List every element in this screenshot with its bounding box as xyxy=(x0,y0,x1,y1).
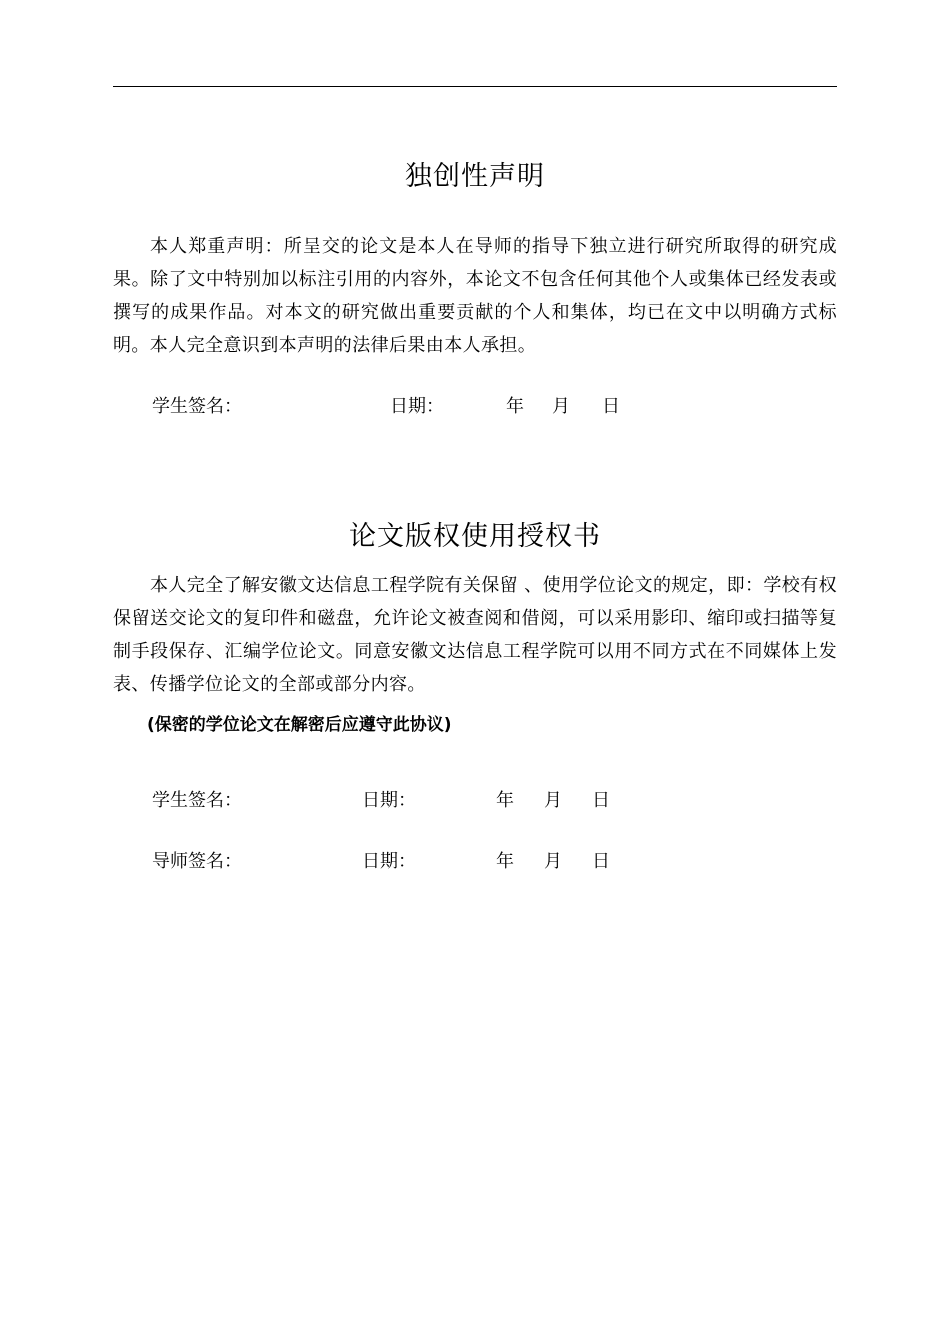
student-signature-label: 学生签名： xyxy=(152,396,242,417)
date-label: 日期： xyxy=(362,790,416,811)
day-label: 日 xyxy=(592,790,610,811)
advisor-signature-label: 导师签名： xyxy=(152,851,242,872)
month-label: 月 xyxy=(552,396,570,417)
authorization-body: 本人完全了解安徽文达信息工程学院有关保留 、使用学位论文的规定，即：学校有权保留送交论文的复印件和磁盘，允许论文被查阅和借阅，可以采用影印、缩印或扫描等复制手段保存、汇编学位论文。同意安徽文达信息工程学院可以用不同方式在不同媒体上发表、传播学位论文的全部或部分内容。 xyxy=(113,575,837,695)
year-label: 年 xyxy=(496,851,514,872)
year-label: 年 xyxy=(506,396,524,417)
date-label: 日期： xyxy=(390,396,444,417)
day-label: 日 xyxy=(592,851,610,872)
date-label: 日期： xyxy=(362,851,416,872)
declaration-title: 独创性声明 xyxy=(405,161,545,192)
day-label: 日 xyxy=(602,396,620,417)
year-label: 年 xyxy=(496,790,514,811)
month-label: 月 xyxy=(544,790,562,811)
authorization-title: 论文版权使用授权书 xyxy=(349,521,601,552)
student-signature-label: 学生签名： xyxy=(152,790,242,811)
confidential-note: (保密的学位论文在解密后应遵守此协议) xyxy=(147,715,452,735)
declaration-body: 本人郑重声明：所呈交的论文是本人在导师的指导下独立进行研究所取得的研究成果。除了文中特别加以标注引用的内容外，本论文不包含任何其他个人或集体已经发表或撰写的成果作品。对本文的研究做出重要贡献的个人和集体，均已在文中以明确方式标明。本人完全意识到本声明的法律后果由本人承担。 xyxy=(113,236,837,356)
header-rule xyxy=(113,86,837,87)
month-label: 月 xyxy=(544,851,562,872)
